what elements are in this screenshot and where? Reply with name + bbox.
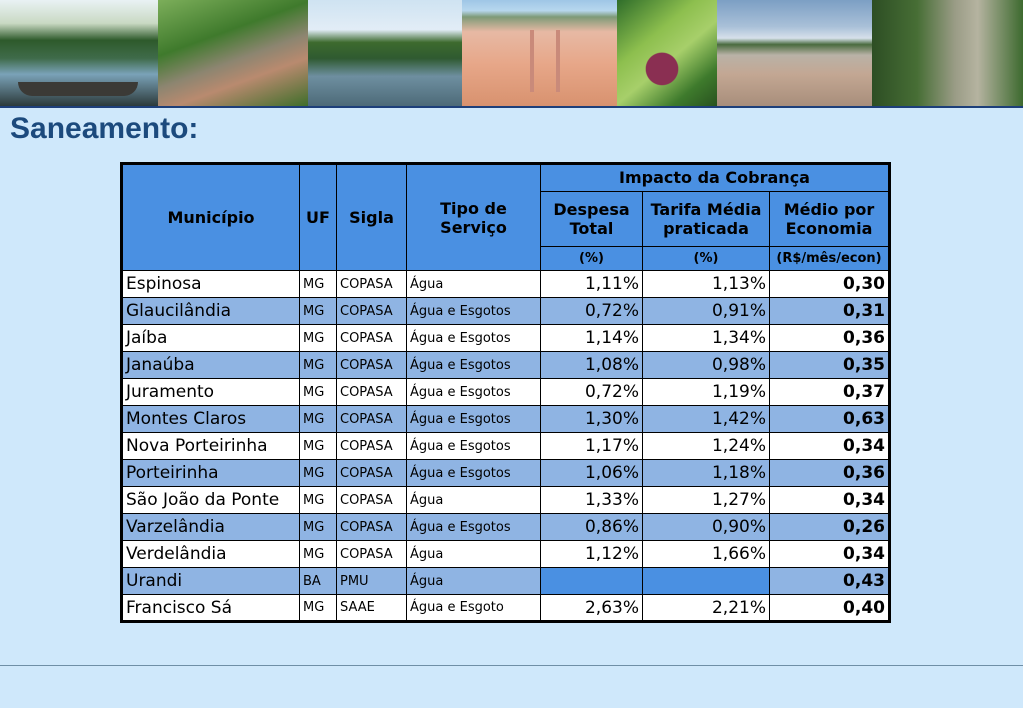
cell-municipio: Francisco Sá xyxy=(122,595,300,622)
cell-municipio: Verdelândia xyxy=(122,541,300,568)
header-medio-line1: Médio por xyxy=(783,199,875,219)
cell-tipo: Água e Esgotos xyxy=(407,352,541,379)
cell-sigla: COPASA xyxy=(337,406,407,433)
cell-despesa: 0,72% xyxy=(541,298,643,325)
header-tipo xyxy=(407,164,541,271)
table-row xyxy=(122,298,890,325)
cell-tipo: Água e Esgotos xyxy=(407,514,541,541)
cell-medio: 0,43 xyxy=(770,568,890,595)
water-intake-photo xyxy=(462,0,617,106)
cell-medio: 0,36 xyxy=(770,325,890,352)
table-row xyxy=(122,595,890,622)
cell-despesa xyxy=(541,568,643,595)
cell-medio: 0,26 xyxy=(770,514,890,541)
cell-medio: 0,63 xyxy=(770,406,890,433)
cell-sigla: COPASA xyxy=(337,460,407,487)
cell-tipo: Água e Esgotos xyxy=(407,460,541,487)
cell-medio: 0,35 xyxy=(770,352,890,379)
cell-municipio: Espinosa xyxy=(122,271,300,298)
cell-uf: MG xyxy=(300,460,337,487)
header-uf: UF xyxy=(300,164,337,271)
header-tarifa-unit: (%) xyxy=(643,246,770,270)
cell-uf: MG xyxy=(300,271,337,298)
cell-tarifa: 1,66% xyxy=(643,541,770,568)
cell-uf: MG xyxy=(300,325,337,352)
crowd-bridge-photo xyxy=(158,0,308,106)
cell-despesa: 0,72% xyxy=(541,379,643,406)
cell-tarifa: 1,13% xyxy=(643,271,770,298)
cell-municipio: Nova Porteirinha xyxy=(122,433,300,460)
table-row xyxy=(122,433,890,460)
photo-banner xyxy=(0,0,1023,106)
cell-tarifa: 1,27% xyxy=(643,487,770,514)
cell-despesa: 1,11% xyxy=(541,271,643,298)
cell-tipo: Água xyxy=(407,568,541,595)
banana-photo xyxy=(617,0,717,106)
header-sigla: Sigla xyxy=(337,164,407,271)
cell-tipo: Água e Esgotos xyxy=(407,298,541,325)
cell-despesa: 1,33% xyxy=(541,487,643,514)
cell-uf: MG xyxy=(300,433,337,460)
header-tipo-line1: Tipo de xyxy=(440,198,507,218)
cell-tipo: Água xyxy=(407,541,541,568)
header-medio-unit: (R$/mês/econ) xyxy=(770,246,890,270)
cell-tipo: Água e Esgotos xyxy=(407,325,541,352)
header-despesa-line1: Despesa xyxy=(553,199,630,219)
cell-sigla: COPASA xyxy=(337,433,407,460)
cell-medio: 0,31 xyxy=(770,298,890,325)
cell-tipo: Água e Esgotos xyxy=(407,433,541,460)
cell-tipo: Água e Esgoto xyxy=(407,595,541,622)
cell-sigla: SAAE xyxy=(337,595,407,622)
cell-tarifa: 1,34% xyxy=(643,325,770,352)
cell-tarifa: 1,24% xyxy=(643,433,770,460)
header-impacto: Impacto da Cobrança xyxy=(541,164,890,192)
cell-despesa: 1,08% xyxy=(541,352,643,379)
cell-tarifa: 0,90% xyxy=(643,514,770,541)
header-tarifa-line2: praticada xyxy=(663,218,749,238)
cell-uf: MG xyxy=(300,406,337,433)
cell-sigla: COPASA xyxy=(337,271,407,298)
header-despesa xyxy=(541,191,643,246)
header-tarifa-line1: Tarifa Média xyxy=(650,199,762,219)
river-boat-photo xyxy=(0,0,158,106)
cell-medio: 0,34 xyxy=(770,487,890,514)
table-row xyxy=(122,406,890,433)
table-row xyxy=(122,352,890,379)
header-medio xyxy=(770,191,890,246)
cell-despesa: 0,86% xyxy=(541,514,643,541)
river-trees-photo xyxy=(308,0,462,106)
cell-medio: 0,36 xyxy=(770,460,890,487)
cell-uf: MG xyxy=(300,487,337,514)
cell-sigla: PMU xyxy=(337,568,407,595)
cell-medio: 0,34 xyxy=(770,541,890,568)
cell-tipo: Água xyxy=(407,271,541,298)
cell-tarifa: 1,18% xyxy=(643,460,770,487)
cell-tarifa xyxy=(643,568,770,595)
cell-municipio: Montes Claros xyxy=(122,406,300,433)
table-row xyxy=(122,541,890,568)
footer-divider xyxy=(0,665,1023,666)
sanitation-table xyxy=(120,162,891,623)
cell-municipio: Glaucilândia xyxy=(122,298,300,325)
cell-municipio: Jaíba xyxy=(122,325,300,352)
header-municipio: Município xyxy=(122,164,300,271)
cell-despesa: 1,12% xyxy=(541,541,643,568)
cell-uf: MG xyxy=(300,514,337,541)
cell-despesa: 2,63% xyxy=(541,595,643,622)
cell-despesa: 1,30% xyxy=(541,406,643,433)
header-tipo-line2: Serviço xyxy=(440,217,507,237)
cell-municipio: Porteirinha xyxy=(122,460,300,487)
cell-sigla: COPASA xyxy=(337,541,407,568)
table-row xyxy=(122,487,890,514)
table-row xyxy=(122,460,890,487)
table-row xyxy=(122,325,890,352)
cell-medio: 0,34 xyxy=(770,433,890,460)
cell-tipo: Água xyxy=(407,487,541,514)
page-title: Saneamento: xyxy=(10,112,199,145)
cell-municipio: São João da Ponte xyxy=(122,487,300,514)
table-row xyxy=(122,379,890,406)
cell-municipio: Juramento xyxy=(122,379,300,406)
header-medio-line2: Economia xyxy=(785,218,873,238)
cell-uf: MG xyxy=(300,541,337,568)
cell-tarifa: 0,91% xyxy=(643,298,770,325)
cell-uf: MG xyxy=(300,379,337,406)
cell-tarifa: 1,19% xyxy=(643,379,770,406)
forest-river-photo xyxy=(872,0,1023,106)
cell-tipo: Água e Esgotos xyxy=(407,379,541,406)
cell-sigla: COPASA xyxy=(337,514,407,541)
cell-sigla: COPASA xyxy=(337,379,407,406)
cell-medio: 0,37 xyxy=(770,379,890,406)
header-despesa-line2: Total xyxy=(569,218,614,238)
cell-municipio: Varzelândia xyxy=(122,514,300,541)
table-row xyxy=(122,271,890,298)
cell-tarifa: 2,21% xyxy=(643,595,770,622)
cell-tipo: Água e Esgotos xyxy=(407,406,541,433)
cell-despesa: 1,06% xyxy=(541,460,643,487)
cell-sigla: COPASA xyxy=(337,487,407,514)
cell-tarifa: 1,42% xyxy=(643,406,770,433)
cell-medio: 0,30 xyxy=(770,271,890,298)
cell-sigla: COPASA xyxy=(337,298,407,325)
cell-medio: 0,40 xyxy=(770,595,890,622)
cell-uf: MG xyxy=(300,352,337,379)
cell-municipio: Urandi xyxy=(122,568,300,595)
cell-tarifa: 0,98% xyxy=(643,352,770,379)
table-row xyxy=(122,568,890,595)
cell-uf: MG xyxy=(300,595,337,622)
cell-despesa: 1,14% xyxy=(541,325,643,352)
banner-divider xyxy=(0,106,1023,108)
cell-sigla: COPASA xyxy=(337,325,407,352)
cell-sigla: COPASA xyxy=(337,352,407,379)
table-row xyxy=(122,514,890,541)
header-tarifa xyxy=(643,191,770,246)
cell-municipio: Janaúba xyxy=(122,352,300,379)
cell-uf: BA xyxy=(300,568,337,595)
flooded-river-photo xyxy=(717,0,872,106)
cell-uf: MG xyxy=(300,298,337,325)
cell-despesa: 1,17% xyxy=(541,433,643,460)
header-despesa-unit: (%) xyxy=(541,246,643,270)
